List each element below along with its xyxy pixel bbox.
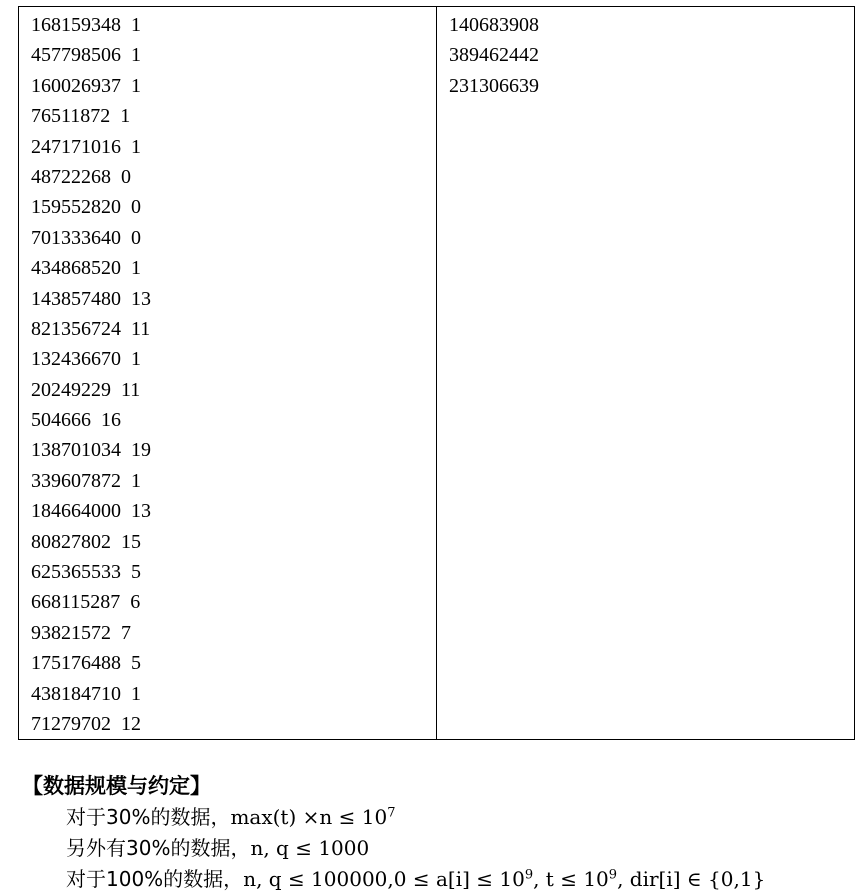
sample-input-line: 160026937 1: [31, 74, 141, 97]
constraint-3-prefix: 对于100%的数据，: [66, 867, 244, 891]
sample-input-line: 184664000 13: [31, 500, 151, 523]
constraint-3-expr-c: , dir[i] ∈ {0,1}: [617, 867, 766, 891]
sample-input-line: 80827802 15: [31, 530, 141, 553]
constraint-3-expr-a: n, q ≤ 100000,0 ≤ a[i] ≤ 10: [243, 867, 525, 891]
sample-input-line: 457798506 1: [31, 44, 141, 67]
sample-input-line: 339607872 1: [31, 469, 141, 492]
constraint-line-2: [66, 832, 369, 861]
constraint-line-1: [66, 801, 395, 830]
constraint-1-expr: max(t) ×n ≤ 10: [230, 805, 388, 829]
sample-input-line: 143857480 13: [31, 287, 151, 310]
constraint-3-expr-b: , t ≤ 10: [533, 867, 609, 891]
constraint-3-exponent-a: 9: [524, 867, 534, 883]
sample-input-line: 159552820 0: [31, 196, 141, 219]
constraint-1-prefix: 对于30%的数据，: [66, 805, 231, 829]
constraint-2-prefix: 另外有30%的数据，: [66, 836, 251, 860]
sample-output-column: [437, 7, 854, 739]
sample-input-line: 132436670 1: [31, 348, 141, 371]
sample-input-line: 138701034 19: [31, 439, 151, 462]
sample-input-column: [19, 7, 437, 739]
constraint-2-math: n, q ≤ 1000: [250, 836, 370, 860]
sample-input-line: 247171016 1: [31, 135, 141, 158]
sample-input-line: 71279702 12: [31, 712, 141, 735]
sample-output-line: 389462442: [449, 44, 539, 67]
sample-input-line: 93821572 7: [31, 621, 131, 644]
sample-input-line: 821356724 11: [31, 317, 151, 340]
sample-input-line: 504666 16: [31, 409, 121, 432]
sample-input-line: 76511872 1: [31, 105, 131, 128]
constraint-1-exponent: 7: [387, 805, 396, 821]
sample-input-line: 434868520 1: [31, 257, 141, 280]
sample-output-line: 231306639: [449, 74, 539, 97]
sample-output-line: 140683908: [449, 14, 539, 36]
sample-input-line: 48722268 0: [31, 165, 131, 188]
sample-input-line: 20249229 11: [31, 378, 141, 401]
sample-input-line: 168159348 1: [31, 14, 141, 36]
constraint-1-math: [230, 805, 395, 829]
sample-input-line: 438184710 1: [31, 682, 141, 705]
sample-input-line: 701333640 0: [31, 226, 141, 249]
constraint-3-exponent-b: 9: [608, 867, 618, 883]
sample-input-line: 668115287 6: [31, 591, 141, 614]
section-title: 【数据规模与约定】: [22, 774, 211, 798]
constraint-line-3: [66, 863, 765, 892]
sample-input-line: 175176488 5: [31, 652, 141, 675]
sample-input-line: 625365533 5: [31, 561, 141, 584]
sample-io-table: [18, 6, 855, 740]
constraint-3-math: [243, 867, 765, 891]
